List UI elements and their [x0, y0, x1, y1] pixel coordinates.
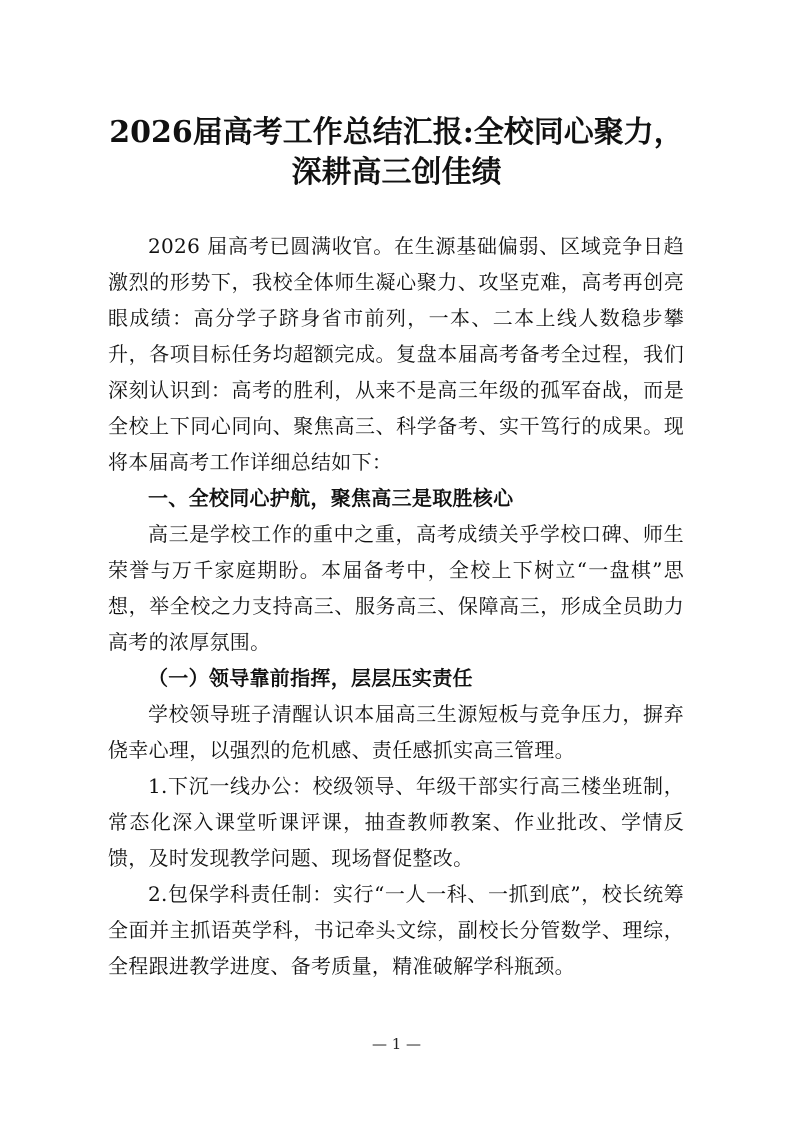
- body-paragraph: 学校领导班子清醒认识本届高三生源短板与竞争压力，摒弃侥幸心理，以强烈的危机感、责任感抓实高三管理。: [108, 702, 684, 762]
- list-item-paragraph: 1.下沉一线办公：校级领导、年级干部实行高三楼坐班制，常态化深入课堂听课评课，抽查教师教案、作业批改、学情反馈，及时发现教学问题、现场督促整改。: [108, 774, 684, 870]
- intro-paragraph: 2026 届高考已圆满收官。在生源基础偏弱、区域竞争日趋激烈的形势下，我校全体师生凝心聚力、攻坚克难，高考再创亮眼成绩：高分学子跻身省市前列，一本、二本上线人数稳步攀升，各项目标任务均超额完成。复盘本届高考备考全过程，我们深刻认识到：高考的胜利，从来不是高三年级的孤军奋战，而是全校上下同心同向、聚焦高三、科学备考、实干笃行的成果。现将本届高考工作详细总结如下：: [108, 234, 684, 474]
- list-item-paragraph: 2.包保学科责任制：实行“一人一科、一抓到底”，校长统筹全面并主抓语英学科，书记牵头文综，副校长分管数学、理综，全程跟进教学进度、备考质量，精准破解学科瓶颈。: [108, 882, 684, 978]
- subsection-heading-1: （一）领导靠前指挥，层层压实责任: [148, 666, 473, 690]
- page-number: — 1 —: [371, 1035, 422, 1053]
- document-body: [108, 228, 684, 984]
- document-title-line-2: 深耕高三创佳绩: [291, 155, 502, 190]
- body-paragraph: 高三是学校工作的重中之重，高考成绩关乎学校口碑、师生荣誉与万千家庭期盼。本届备考中，全校上下树立“一盘棋”思想，举全校之力支持高三、服务高三、保障高三，形成全员助力高考的浓厚氛围。: [108, 522, 684, 654]
- section-heading-1: 一、全校同心护航，聚焦高三是取胜核心: [148, 486, 514, 510]
- document-title-line-1: 2026届高考工作总结汇报:全校同心聚力，: [109, 115, 684, 150]
